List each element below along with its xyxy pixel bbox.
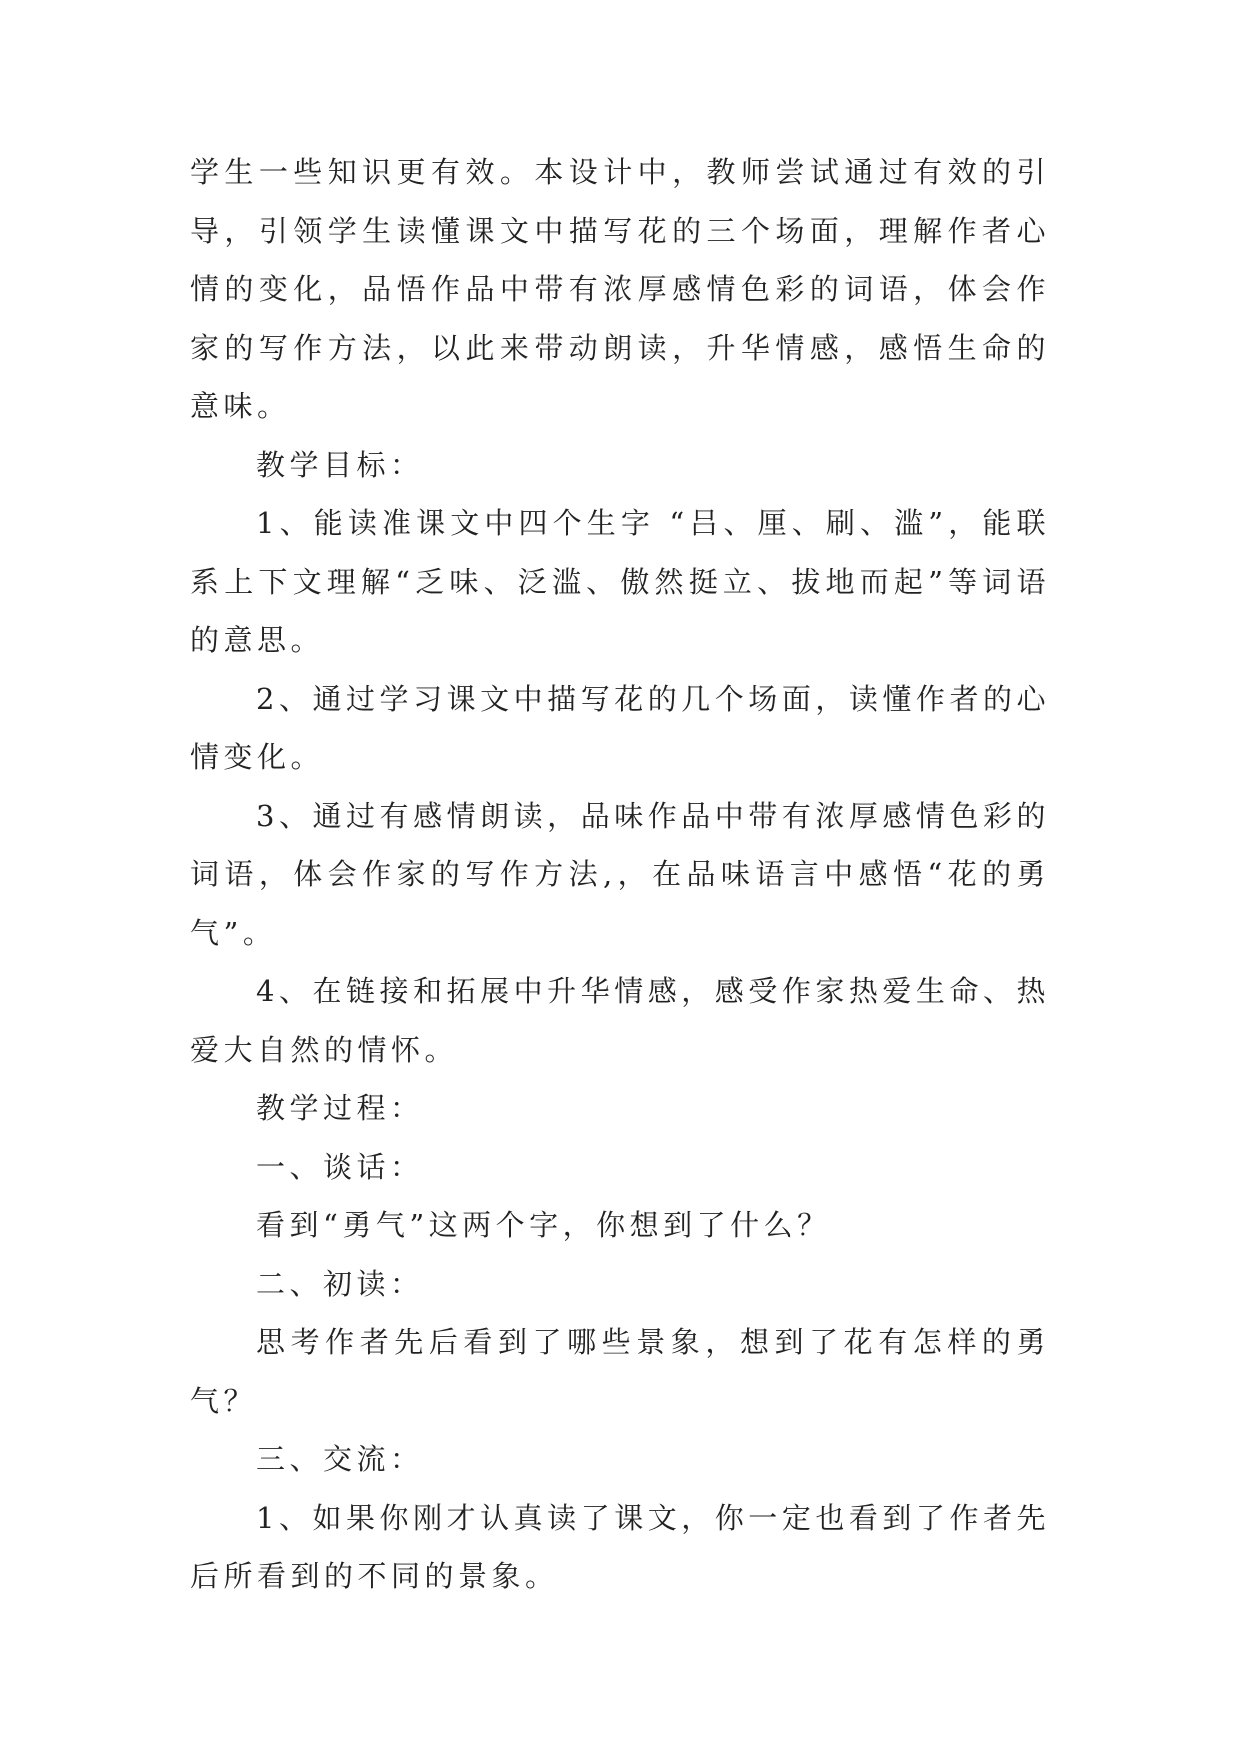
heading-teaching-goals: 教学目标： — [256, 447, 424, 482]
section-heading-talk: 一、谈话： — [256, 1149, 424, 1184]
document-body — [190, 143, 1050, 1606]
goal-item-4: 4、在链接和拓展中升华情感，感受作家热爱生命、热爱大自然的情怀。 — [190, 974, 1050, 1067]
paragraph-intro-continued: 学生一些知识更有效。本设计中，教师尝试通过有效的引导，引领学生读懂课文中描写花的三个场面，理解作者心情的变化，品悟作品中带有浓厚感情色彩的词语，体会作家的写作方法，以此来带动朗读，升华情感，感悟生命的意味。 — [190, 155, 1050, 423]
talk-question: 看到“勇气”这两个字，你想到了什么？ — [256, 1208, 831, 1242]
goal-item-2: 2、通过学习课文中描写花的几个场面，读懂作者的心情变化。 — [190, 681, 1050, 774]
section-heading-first-reading: 二、初读： — [256, 1266, 424, 1301]
goal-item-3: 3、通过有感情朗读，品味作品中带有浓厚感情色彩的词语，体会作家的写作方法,，在品味语言中感悟“花的勇气”。 — [190, 798, 1050, 950]
section-heading-exchange: 三、交流： — [256, 1442, 424, 1476]
goal-item-1: 1、能读准课文中四个生字 “吕、厘、刷、滥”，能联系上下文理解“乏味、泛滥、傲然挺立、拔地而起”等词语的意思。 — [190, 506, 1050, 657]
heading-teaching-process: 教学过程： — [256, 1091, 424, 1125]
first-reading-question: 思考作者先后看到了哪些景象，想到了花有怎样的勇气？ — [190, 1325, 1050, 1418]
exchange-item-1: 1、如果你刚才认真读了课文，你一定也看到了作者先后所看到的不同的景象。 — [190, 1500, 1050, 1593]
